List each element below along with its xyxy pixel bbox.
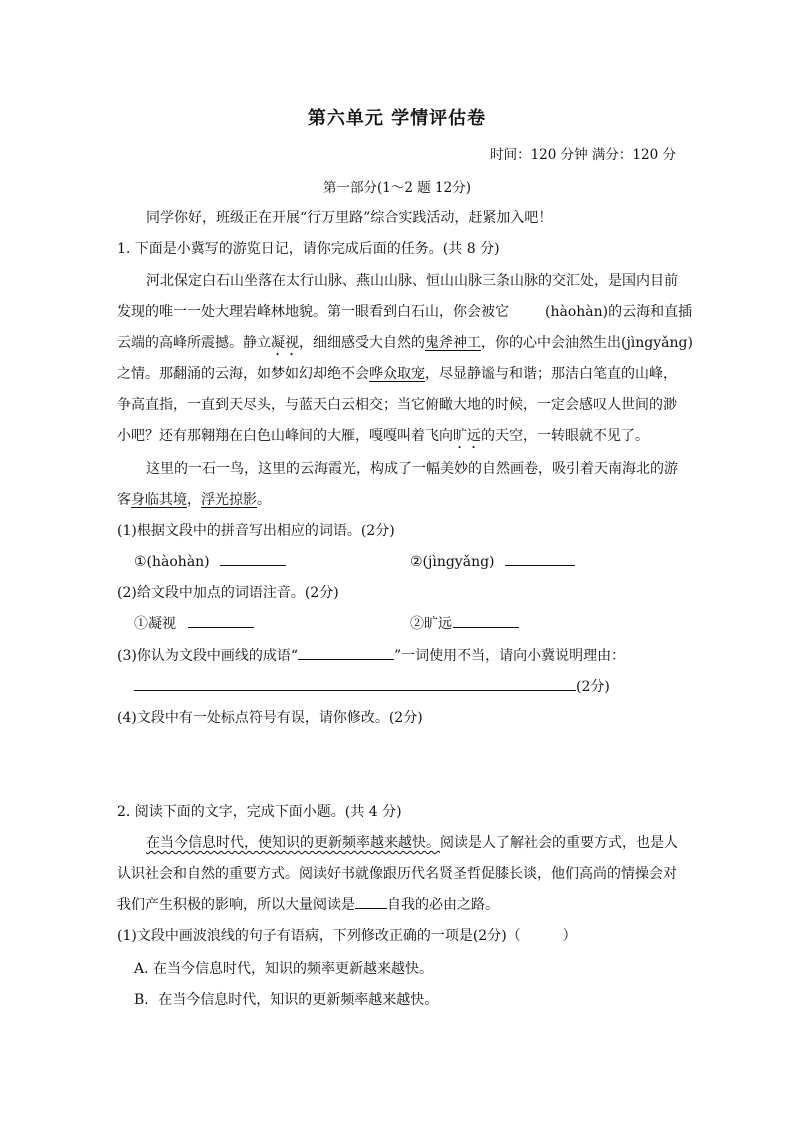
q2-passage-line (117, 894, 499, 914)
text-segment: 我们产生积极的影响，所以大量阅读是 (117, 897, 355, 913)
underlined-idiom: 鬼斧神工 (425, 335, 481, 351)
answer-blank[interactable] (298, 645, 394, 660)
q1-passage-line: 这里的一石一鸟，这里的云海霞光，构成了一幅美妙的自然画卷，吸引着天南海北的游 (146, 461, 678, 477)
text-segment: ，你的心中会油然生出(jìngyǎng) (481, 335, 693, 351)
q1-passage-line (117, 489, 271, 509)
wavy-sentence: 在当今信息时代，使知识的更新频率越来越快。 (146, 835, 440, 851)
text-segment: 。 (257, 492, 271, 508)
q1-sub2-item (410, 613, 519, 633)
text-segment: ，细细感受大自然的 (299, 335, 425, 351)
text-segment: 发现的唯一一处大理岩峰林地貌。第一眼看到白石山，你会被它 (117, 304, 509, 320)
q1-sub2: (2)给文段中加点的词语注音。(2分) (117, 585, 339, 601)
q1-sub1-item (134, 551, 286, 570)
q1-sub3-answer-line (134, 676, 610, 696)
answer-blank[interactable] (188, 613, 254, 628)
q2-sub1: (1)文段中画波浪线的句子有语病，下列修改正确的一项是(2分)（ ） (117, 928, 577, 944)
dotted-word: 凝视 (271, 335, 299, 351)
text-segment: ，尽显静谧与和谐；那洁白笔直的山峰， (425, 366, 677, 382)
underlined-idiom: 身临其境 (131, 492, 187, 508)
text-segment: 之情。那翻涌的云海，如梦如幻却绝不会 (117, 366, 369, 382)
q1-sub1: (1)根据文段中的拼音写出相应的词语。(2分) (117, 523, 395, 539)
q2-stem: 2. 阅读下面的文字，完成下面小题。(共 4 分) (117, 804, 402, 820)
answer-blank[interactable] (220, 551, 286, 566)
exam-meta: 时间：120 分钟 满分：120 分 (490, 147, 676, 163)
text-segment: 静立 (243, 335, 271, 351)
text-segment: 客 (117, 492, 131, 508)
q1-passage-line: 争高直指，一直到天尽头，与蓝天白云相交；当它俯瞰大地的时候，一定会感叹人世间的渺 (117, 397, 677, 413)
q1-sub2-item (134, 613, 254, 633)
item-label: ②(jìngyǎng) (410, 554, 495, 570)
q1-sub1-item (410, 551, 575, 570)
q1-passage-line (117, 363, 677, 383)
q1-sub3 (117, 645, 625, 665)
text-segment: 阅读是人了解社会的重要方式，也是人 (440, 835, 678, 851)
score-label: (2分) (576, 679, 610, 695)
underlined-idiom: 浮光掠影 (201, 492, 257, 508)
text-segment: (3)你认为文段中画线的成语“ (117, 648, 298, 664)
item-label: ②旷远 (410, 616, 452, 632)
text-segment: 的天空，一转眼就不见了。 (481, 428, 649, 444)
intro-text: 同学你好，班级正在开展“行万里路”综合实践活动，赶紧加入吧！ (146, 210, 553, 226)
answer-blank[interactable] (453, 613, 519, 628)
answer-blank[interactable] (134, 676, 576, 691)
answer-blank[interactable] (355, 894, 387, 909)
q2-passage-line (146, 832, 678, 852)
q1-stem: 1. 下面是小冀写的游览日记，请你完成后面的任务。(共 8 分) (117, 241, 500, 257)
q1-passage-line (117, 332, 693, 359)
item-label: ①(hàohàn) (134, 554, 210, 570)
text-segment: ”一词使用不当，请向小冀说明理由： (394, 648, 626, 664)
underlined-idiom: 哗众取宠 (369, 366, 425, 382)
q1-passage-line (117, 425, 649, 452)
q1-passage-line (117, 301, 692, 321)
item-label: ①凝视 (134, 616, 176, 632)
option-a[interactable]: A. 在当今信息时代，知识的频率更新越来越快。 (134, 961, 434, 977)
q1-sub4: (4)文段中有一处标点符号有误，请你修改。(2分) (117, 710, 423, 726)
part-heading: 第一部分(1～2 题 12分) (323, 180, 471, 196)
option-b[interactable]: B．在当今信息时代，知识的更新频率越来越快。 (134, 992, 439, 1008)
text-segment: 小吧？还有那翱翔在白色山峰间的大雁，嘎嘎叫着飞向 (117, 428, 453, 444)
q1-passage-line: 河北保定白石山坐落在太行山脉、燕山山脉、恒山山脉三条山脉的交汇处，是国内目前 (146, 273, 678, 289)
dotted-word: 旷远 (453, 428, 481, 444)
text-segment: ， (187, 492, 201, 508)
text-segment: (hàohàn)的云海和直插 (545, 304, 693, 320)
text-segment: 云端的高峰所震撼。 (117, 335, 243, 351)
text-segment: 自我的必由之路。 (387, 897, 499, 913)
answer-blank[interactable] (505, 551, 575, 566)
page-title: 第六单元 学情评估卷 (307, 108, 487, 129)
q2-passage-line: 认识社会和自然的重要方式。阅读好书就像跟历代名贤圣哲促膝长谈，他们高尚的情操会对 (117, 866, 677, 882)
